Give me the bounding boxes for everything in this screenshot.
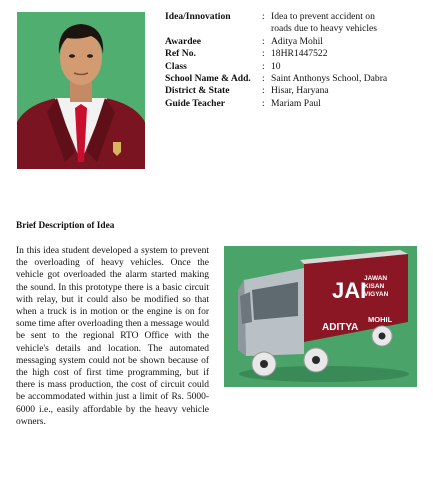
separator: : <box>262 73 265 85</box>
school-label: School Name & Add. <box>165 73 251 85</box>
district-value: Hisar, Haryana <box>271 85 329 97</box>
guide-value: Mariam Paul <box>271 97 321 109</box>
class-value: 10 <box>271 60 281 72</box>
info-row-ref <box>165 48 430 60</box>
truck-slogan-line-2: KISAN <box>364 283 385 290</box>
idea-label: Idea/Innovation <box>165 11 231 22</box>
info-row-guide <box>165 98 430 110</box>
truck-slogan-line-1: JAWAN <box>364 275 388 282</box>
separator: : <box>262 97 265 109</box>
truck-surname-text: MOHIL <box>368 315 393 324</box>
school-value: Saint Anthonys School, Dabra <box>271 73 388 85</box>
awardee-label: Awardee <box>165 35 202 47</box>
separator: : <box>262 48 265 60</box>
idea-value-line-1: Idea to prevent accident on <box>271 11 375 22</box>
awardee-value: Aditya Mohil <box>271 35 323 47</box>
info-table <box>165 11 430 110</box>
separator: : <box>262 60 265 72</box>
info-row-idea <box>165 11 430 36</box>
truck-name-text: ADITYA <box>322 322 359 333</box>
separator: : <box>262 11 265 22</box>
guide-label: Guide Teacher <box>165 97 225 109</box>
section-title: Brief Description of Idea <box>16 221 115 231</box>
info-row-district <box>165 85 430 97</box>
separator: : <box>262 35 265 47</box>
idea-value-line-2: roads due to heavy vehicles <box>271 23 378 35</box>
district-label: District & State <box>165 85 230 97</box>
ref-value: 18HR1447522 <box>271 48 328 60</box>
truck-big-letters: JAI <box>332 278 367 303</box>
ref-label: Ref No. <box>165 48 196 60</box>
idea-value <box>271 11 430 36</box>
info-row-school <box>165 73 430 85</box>
description-text: In this idea student developed a system to prevent the overloading of heavy vehicles. Once the vehicle got overloaded the alarm started making the sound. In this prototype there is a basic circuit with relay, but it could also be modified so that when a truck is in motion or the engine is on for some time after overloading then a message would be sent to the regional RTO Office with the vehicle's details and location. The automated messaging system could not be shown because of the high cost of first time programming, but if there is mass production, the cost of circuit could be accommodated within just a limit of Rs. 5000-6000 i.e., easily affordable by the heavy vehicle owners. <box>16 246 209 427</box>
separator: : <box>262 85 265 97</box>
info-row-awardee <box>165 36 430 48</box>
student-photo <box>17 12 145 169</box>
class-label: Class <box>165 60 187 72</box>
truck-slogan-line-3: VIGYAN <box>364 291 389 298</box>
truck-model-photo <box>224 246 417 387</box>
info-row-class <box>165 61 430 73</box>
